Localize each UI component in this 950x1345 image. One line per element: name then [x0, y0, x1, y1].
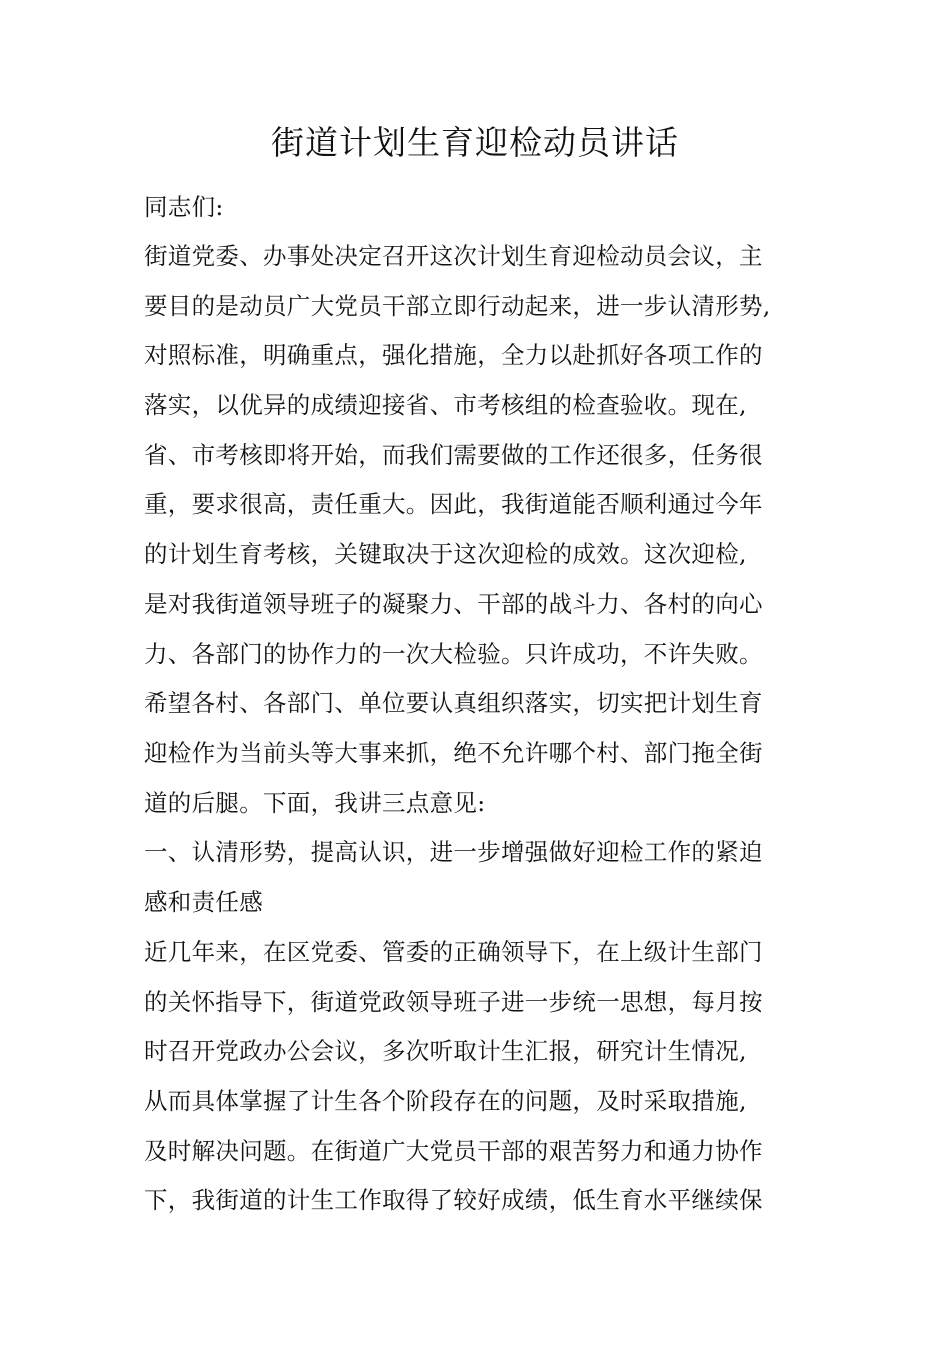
section-heading-line: 一、认清形势，提高认识，进一步增强做好迎检工作的紧迫: [144, 838, 763, 866]
document-title: 街道计划生育迎检动员讲话: [271, 123, 679, 162]
body-line: 重，要求很高，责任重大。因此，我街道能否顺利通过今年: [144, 490, 763, 518]
body-line: 下，我街道的计生工作取得了较好成绩，低生育水平继续保: [144, 1186, 763, 1214]
body-line: 落实，以优异的成绩迎接省、市考核组的检查验收。现在,: [144, 391, 747, 419]
body-line: 的关怀指导下，街道党政领导班子进一步统一思想，每月按: [144, 988, 763, 1016]
greeting-line: 同志们:: [144, 193, 224, 221]
body-line: 近几年来，在区党委、管委的正确领导下，在上级计生部门: [144, 938, 763, 966]
body-line: 省、市考核即将开始，而我们需要做的工作还很多，任务很: [144, 441, 763, 469]
body-line: 时召开党政办公会议，多次听取计生汇报，研究计生情况,: [144, 1037, 747, 1065]
body-line: 道的后腿。下面，我讲三点意见:: [144, 789, 486, 817]
body-line: 对照标准，明确重点，强化措施，全力以赴抓好各项工作的: [144, 341, 763, 369]
body-line: 街道党委、办事处决定召开这次计划生育迎检动员会议，主: [144, 242, 763, 270]
body-line: 从而具体掌握了计生各个阶段存在的问题，及时采取措施,: [144, 1087, 747, 1115]
section-heading-line: 感和责任感: [144, 888, 263, 916]
body-line: 及时解决问题。在街道广大党员干部的艰苦努力和通力协作: [144, 1137, 763, 1165]
body-line: 是对我街道领导班子的凝聚力、干部的战斗力、各村的向心: [144, 590, 763, 618]
body-line: 要目的是动员广大党员干部立即行动起来，进一步认清形势,: [144, 292, 771, 320]
body-line: 力、各部门的协作力的一次大检验。只许成功，不许失败。: [144, 640, 763, 668]
body-line: 希望各村、各部门、单位要认真组织落实，切实把计划生育: [144, 689, 763, 717]
body-line: 迎检作为当前头等大事来抓，绝不允许哪个村、部门拖全街: [144, 739, 763, 767]
body-line: 的计划生育考核，关键取决于这次迎检的成效。这次迎检,: [144, 540, 747, 568]
